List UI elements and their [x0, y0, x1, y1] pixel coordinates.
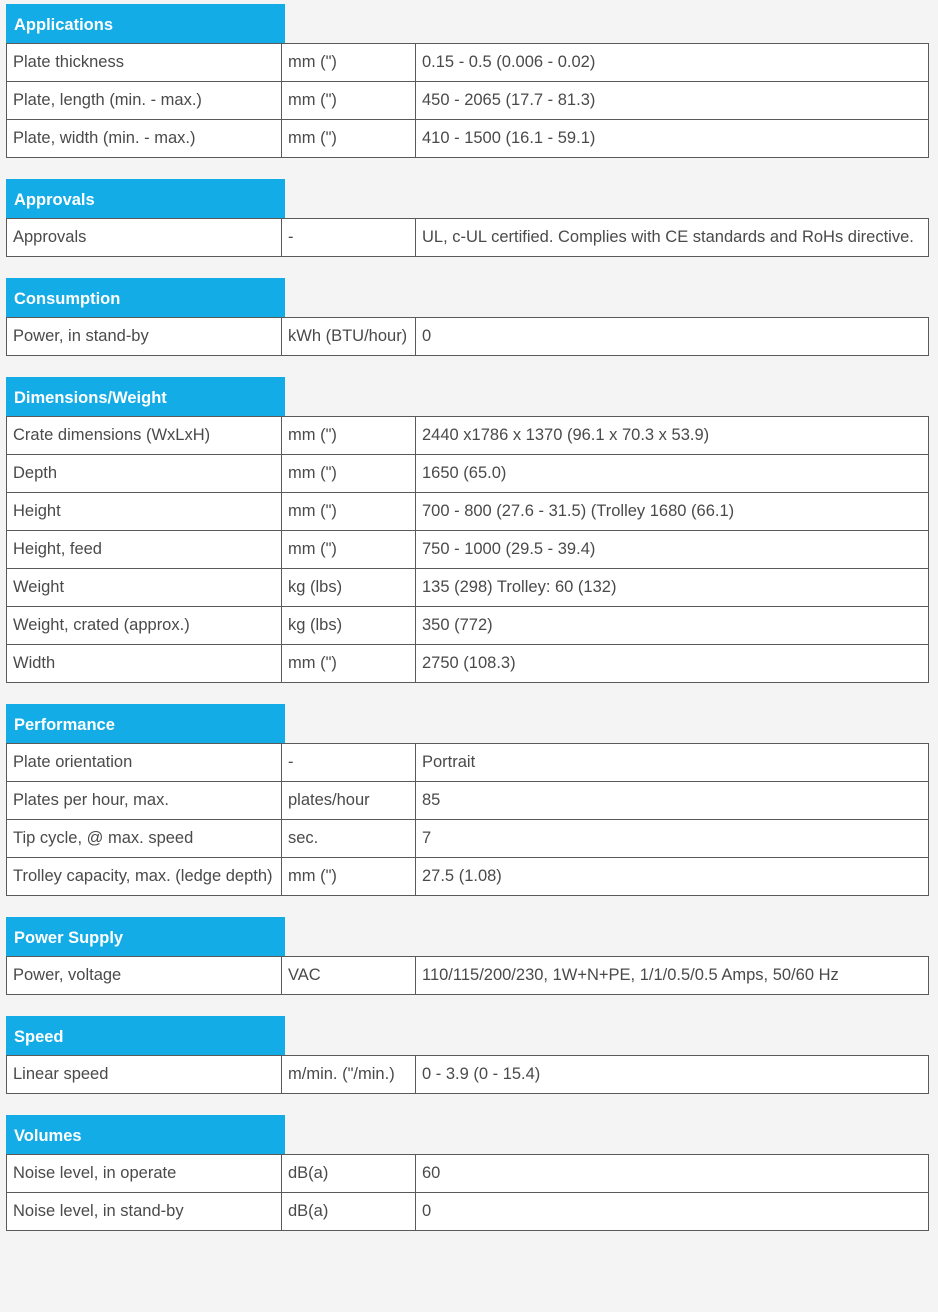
spec-table — [6, 1055, 929, 1094]
spec-section — [6, 278, 928, 356]
spec-label: Trolley capacity, max. (ledge depth) — [7, 858, 282, 896]
spec-label: Plate, width (min. - max.) — [7, 120, 282, 158]
spec-unit: m/min. ("/min.) — [282, 1056, 416, 1094]
spec-row — [7, 820, 929, 858]
spec-table — [6, 317, 929, 356]
section-header: Consumption — [6, 278, 285, 317]
spec-value: 1650 (65.0) — [416, 455, 929, 493]
spec-label: Weight — [7, 569, 282, 607]
spec-unit: kg (lbs) — [282, 607, 416, 645]
section-header: Volumes — [6, 1115, 285, 1154]
spec-value: 410 - 1500 (16.1 - 59.1) — [416, 120, 929, 158]
spec-label: Depth — [7, 455, 282, 493]
spec-value: 135 (298) Trolley: 60 (132) — [416, 569, 929, 607]
spec-table — [6, 743, 929, 896]
spec-section — [6, 179, 928, 257]
spec-value: 2750 (108.3) — [416, 645, 929, 683]
spec-unit: mm (") — [282, 455, 416, 493]
spec-section — [6, 377, 928, 683]
section-header: Approvals — [6, 179, 285, 218]
spec-label: Tip cycle, @ max. speed — [7, 820, 282, 858]
spec-row — [7, 1193, 929, 1231]
spec-table — [6, 218, 929, 257]
spec-value: 2440 x1786 x 1370 (96.1 x 70.3 x 53.9) — [416, 417, 929, 455]
spec-label: Power, in stand-by — [7, 318, 282, 356]
spec-unit: mm (") — [282, 493, 416, 531]
spec-value: 350 (772) — [416, 607, 929, 645]
section-header: Power Supply — [6, 917, 285, 956]
spec-unit: - — [282, 219, 416, 257]
spec-label: Plate orientation — [7, 744, 282, 782]
spec-row — [7, 645, 929, 683]
spec-section — [6, 704, 928, 896]
spec-row — [7, 455, 929, 493]
spec-value: UL, c-UL certified. Complies with CE standards and RoHs directive. — [416, 219, 929, 257]
spec-label: Noise level, in stand-by — [7, 1193, 282, 1231]
section-header: Applications — [6, 4, 285, 43]
spec-section — [6, 1016, 928, 1094]
spec-unit: mm (") — [282, 645, 416, 683]
spec-row — [7, 493, 929, 531]
spec-table — [6, 1154, 929, 1231]
spec-table — [6, 956, 929, 995]
spec-row — [7, 607, 929, 645]
spec-label: Width — [7, 645, 282, 683]
section-header: Speed — [6, 1016, 285, 1055]
spec-label: Height, feed — [7, 531, 282, 569]
spec-row — [7, 957, 929, 995]
spec-value: 110/115/200/230, 1W+N+PE, 1/1/0.5/0.5 Amps, 50/60 Hz — [416, 957, 929, 995]
spec-label: Crate dimensions (WxLxH) — [7, 417, 282, 455]
spec-unit: mm (") — [282, 82, 416, 120]
spec-unit: VAC — [282, 957, 416, 995]
spec-unit: dB(a) — [282, 1155, 416, 1193]
spec-value: 85 — [416, 782, 929, 820]
spec-unit: kWh (BTU/hour) — [282, 318, 416, 356]
spec-row — [7, 744, 929, 782]
section-header: Dimensions/Weight — [6, 377, 285, 416]
section-header: Performance — [6, 704, 285, 743]
spec-label: Weight, crated (approx.) — [7, 607, 282, 645]
spec-row — [7, 858, 929, 896]
spec-unit: mm (") — [282, 120, 416, 158]
spec-unit: plates/hour — [282, 782, 416, 820]
spec-label: Linear speed — [7, 1056, 282, 1094]
spec-unit: kg (lbs) — [282, 569, 416, 607]
spec-row — [7, 44, 929, 82]
spec-row — [7, 120, 929, 158]
spec-row — [7, 82, 929, 120]
spec-row — [7, 569, 929, 607]
spec-section — [6, 4, 928, 158]
spec-row — [7, 782, 929, 820]
spec-value: 0.15 - 0.5 (0.006 - 0.02) — [416, 44, 929, 82]
spec-value: 450 - 2065 (17.7 - 81.3) — [416, 82, 929, 120]
spec-row — [7, 1155, 929, 1193]
spec-value: 700 - 800 (27.6 - 31.5) (Trolley 1680 (66.1) — [416, 493, 929, 531]
spec-unit: - — [282, 744, 416, 782]
spec-unit: mm (") — [282, 858, 416, 896]
spec-label: Power, voltage — [7, 957, 282, 995]
spec-value: Portrait — [416, 744, 929, 782]
spec-unit: mm (") — [282, 531, 416, 569]
spec-table — [6, 43, 929, 158]
spec-label: Plate thickness — [7, 44, 282, 82]
spec-unit: mm (") — [282, 44, 416, 82]
spec-row — [7, 318, 929, 356]
spec-label: Noise level, in operate — [7, 1155, 282, 1193]
spec-row — [7, 417, 929, 455]
spec-value: 27.5 (1.08) — [416, 858, 929, 896]
spec-section — [6, 1115, 928, 1231]
spec-value: 0 — [416, 1193, 929, 1231]
spec-value: 0 — [416, 318, 929, 356]
spec-unit: mm (") — [282, 417, 416, 455]
spec-unit: sec. — [282, 820, 416, 858]
spec-row — [7, 219, 929, 257]
spec-label: Height — [7, 493, 282, 531]
spec-row — [7, 531, 929, 569]
spec-value: 60 — [416, 1155, 929, 1193]
spec-label: Plate, length (min. - max.) — [7, 82, 282, 120]
spec-label: Approvals — [7, 219, 282, 257]
spec-section — [6, 917, 928, 995]
spec-row — [7, 1056, 929, 1094]
spec-value: 7 — [416, 820, 929, 858]
spec-table — [6, 416, 929, 683]
spec-value: 750 - 1000 (29.5 - 39.4) — [416, 531, 929, 569]
spec-label: Plates per hour, max. — [7, 782, 282, 820]
spec-value: 0 - 3.9 (0 - 15.4) — [416, 1056, 929, 1094]
spec-unit: dB(a) — [282, 1193, 416, 1231]
